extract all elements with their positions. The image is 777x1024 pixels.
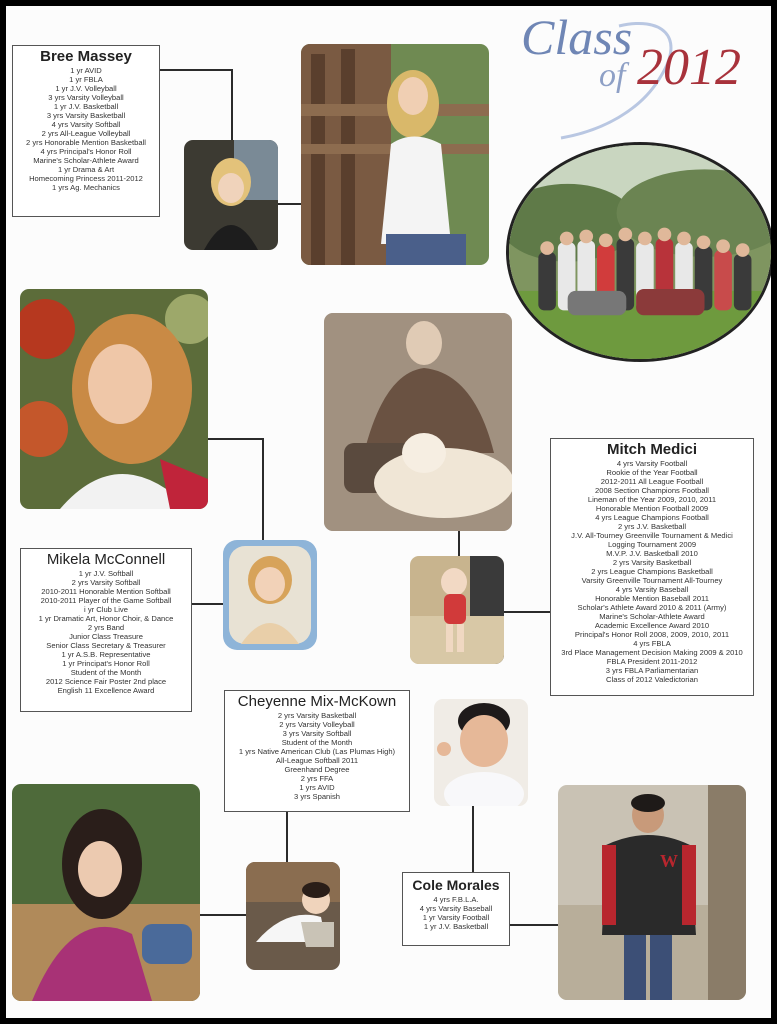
activity-item: 2 yrs Honorable Mention Basketball (26, 138, 146, 147)
activity-item: Class of 2012 Valedictorian (606, 675, 698, 684)
activity-item: 3 yrs Spanish (293, 792, 340, 801)
activity-item: Logging Tournament 2009 (607, 540, 697, 549)
activity-item: Senior Class Secretary & Treasurer (46, 641, 166, 650)
mikela-baby-photo (223, 540, 317, 650)
activity-list (403, 895, 509, 931)
activity-item: 1 yr A.S.B. Representative (61, 650, 151, 659)
activity-item: 1 yr Principat's Honor Roll (62, 659, 150, 668)
activity-item: Honorable Mention Football 2009 (595, 504, 709, 513)
activity-item: 2 yrs Varsity Volleyball (279, 720, 355, 729)
activity-item: English 11 Excellence Award (57, 686, 155, 695)
bree-senior-photo (301, 44, 489, 265)
activity-list (13, 66, 159, 192)
student-box-mitch-medici (550, 438, 754, 696)
activity-item: 3 yrs Varsity Basketball (46, 111, 126, 120)
activity-item: 1 yr J.V. Basketball (53, 102, 119, 111)
mitch-baby-photo (410, 556, 504, 664)
mitch-senior-photo (324, 313, 512, 531)
activity-item: J.V. All-Tourney Greenville Tournament & Medici (571, 531, 733, 540)
activity-item: Student of the Month (281, 738, 353, 747)
title-word-of: of (599, 57, 626, 94)
student-name: Cole Morales (412, 877, 500, 893)
activity-item: 4 yrs Varsity Baseball (615, 585, 689, 594)
activity-item: 2 yrs All-League Volleyball (41, 129, 131, 138)
student-name: Bree Massey (40, 48, 132, 65)
cole-baby-photo (434, 699, 528, 806)
title-word-class: Class (521, 9, 633, 65)
connector-line (286, 812, 288, 862)
activity-item: 2 yrs J.V. Basketball (617, 522, 687, 531)
activity-item: 1 yrs Native American Club (Las Plumas High) (238, 747, 396, 756)
activity-item: Marine's Scholar-Athlete Award (599, 612, 705, 621)
activity-item: Honorable Mention Baseball 2011 (595, 594, 709, 603)
activity-item: Principal's Honor Roll 2008, 2009, 2010, 2011 (574, 630, 730, 639)
activity-item: 4 yrs Varsity Football (616, 459, 688, 468)
activity-item: 2 yrs Varsity Softball (71, 578, 141, 587)
student-name: Mikela McConnell (46, 551, 166, 568)
bree-baby-photo (184, 140, 278, 250)
activity-item: 2010-2011 Honorable Mention Softball (41, 587, 171, 596)
activity-item: Student of the Month (70, 668, 142, 677)
title-year: 2012 (637, 39, 741, 96)
activity-item: 1 yr FBLA (69, 75, 103, 84)
cheyenne-senior-photo (12, 784, 200, 1001)
activity-item: 2 yrs Band (87, 623, 125, 632)
connector-line (231, 69, 233, 141)
activity-item: 2 yrs Varsity Basketball (612, 558, 692, 567)
mikela-senior-photo (20, 289, 208, 509)
svg-text:W: W (660, 851, 678, 871)
connector-line (510, 924, 560, 926)
connector-line (190, 603, 224, 605)
activity-item: 2 yrs FFA (300, 774, 334, 783)
activity-list (551, 459, 753, 684)
activity-item: M.V.P. J.V. Basketball 2010 (606, 549, 698, 558)
team-group-photo (506, 142, 771, 362)
connector-line (199, 914, 247, 916)
student-name: Cheyenne Mix-McKown (237, 693, 397, 710)
activity-item: 3 yrs Varsity Volleyball (48, 93, 124, 102)
student-box-cheyenne-mix-mckown (224, 690, 410, 812)
activity-item: Junior Class Treasure (69, 632, 143, 641)
activity-item: Greenhand Degree (284, 765, 350, 774)
activity-item: 2012-2011 All League Football (600, 477, 704, 486)
activity-item: Rookie of the Year Football (606, 468, 698, 477)
class-of-2012-title (511, 6, 771, 146)
activity-item: 3rd Place Management Decision Making 2009 & 2010 (561, 648, 743, 657)
activity-item: 1 yr J.V. Basketball (423, 922, 489, 931)
activity-item: 2008 Section Champions Football (595, 486, 709, 495)
activity-item: 4 yrs F.B.L.A. (433, 895, 479, 904)
activity-item: 1 yrs Ag. Mechanics (52, 183, 120, 192)
activity-item: 2010-2011 Player of the Game Softball (40, 596, 172, 605)
activity-item: 2 yrs League Champions Basketball (591, 567, 713, 576)
activity-item: 1 yr Drama & Art (57, 165, 115, 174)
yearbook-page (6, 6, 771, 1018)
activity-item: 4 yrs FBLA (633, 639, 671, 648)
activity-item: 4 yrs Varsity Softball (51, 120, 121, 129)
connector-line (504, 611, 550, 613)
activity-item: 2012 Science Fair Poster 2nd place (45, 677, 167, 686)
activity-list (225, 711, 409, 801)
activity-item: 1 yr Dramatic Art, Honor Choir, & Dance (38, 614, 174, 623)
activity-item: 1 yrs AVID (299, 783, 335, 792)
connector-line (207, 438, 264, 440)
activity-item: 3 yrs FBLA Parliamentarian (605, 666, 699, 675)
activity-item: 4 yrs Principal's Honor Roll (40, 147, 132, 156)
activity-item: Lineman of the Year 2009, 2010, 2011 (587, 495, 717, 504)
activity-item: 4 yrs Varsity Baseball (419, 904, 493, 913)
activity-item: Homecoming Princess 2011-2012 (29, 174, 143, 183)
activity-item: 2 yrs Varsity Basketball (277, 711, 357, 720)
activity-item: Marine's Scholar-Athlete Award (33, 156, 139, 165)
activity-item: 1 yr AVID (70, 66, 102, 75)
activity-item: 4 yrs League Champions Football (595, 513, 709, 522)
activity-item: 1 yr J.V. Volleyball (55, 84, 117, 93)
cole-senior-photo (558, 785, 746, 1000)
activity-list (21, 569, 191, 695)
connector-line (472, 804, 474, 872)
connector-line (262, 438, 264, 540)
connector-line (458, 530, 460, 556)
activity-item: Academic Excellence Award 2010 (594, 621, 710, 630)
student-name: Mitch Medici (606, 441, 697, 458)
student-box-cole-morales (402, 872, 510, 946)
activity-item: Scholar's Athlete Award 2010 & 2011 (Army) (577, 603, 727, 612)
connector-line (159, 69, 233, 71)
student-box-mikela-mcconnell (20, 548, 192, 712)
student-box-bree-massey (12, 45, 160, 217)
activity-item: 1 yr Varsity Football (422, 913, 490, 922)
activity-item: All-League Softball 2011 (275, 756, 359, 765)
activity-item: 3 yrs Varsity Softball (282, 729, 352, 738)
activity-item: i yr Club Live (84, 605, 128, 614)
cheyenne-baby-photo (246, 862, 340, 970)
activity-item: 1 yr J.V. Softball (78, 569, 134, 578)
activity-item: FBLA President 2011-2012 (606, 657, 698, 666)
activity-item: Varsity Greenville Tournament All-Tourney (581, 576, 723, 585)
